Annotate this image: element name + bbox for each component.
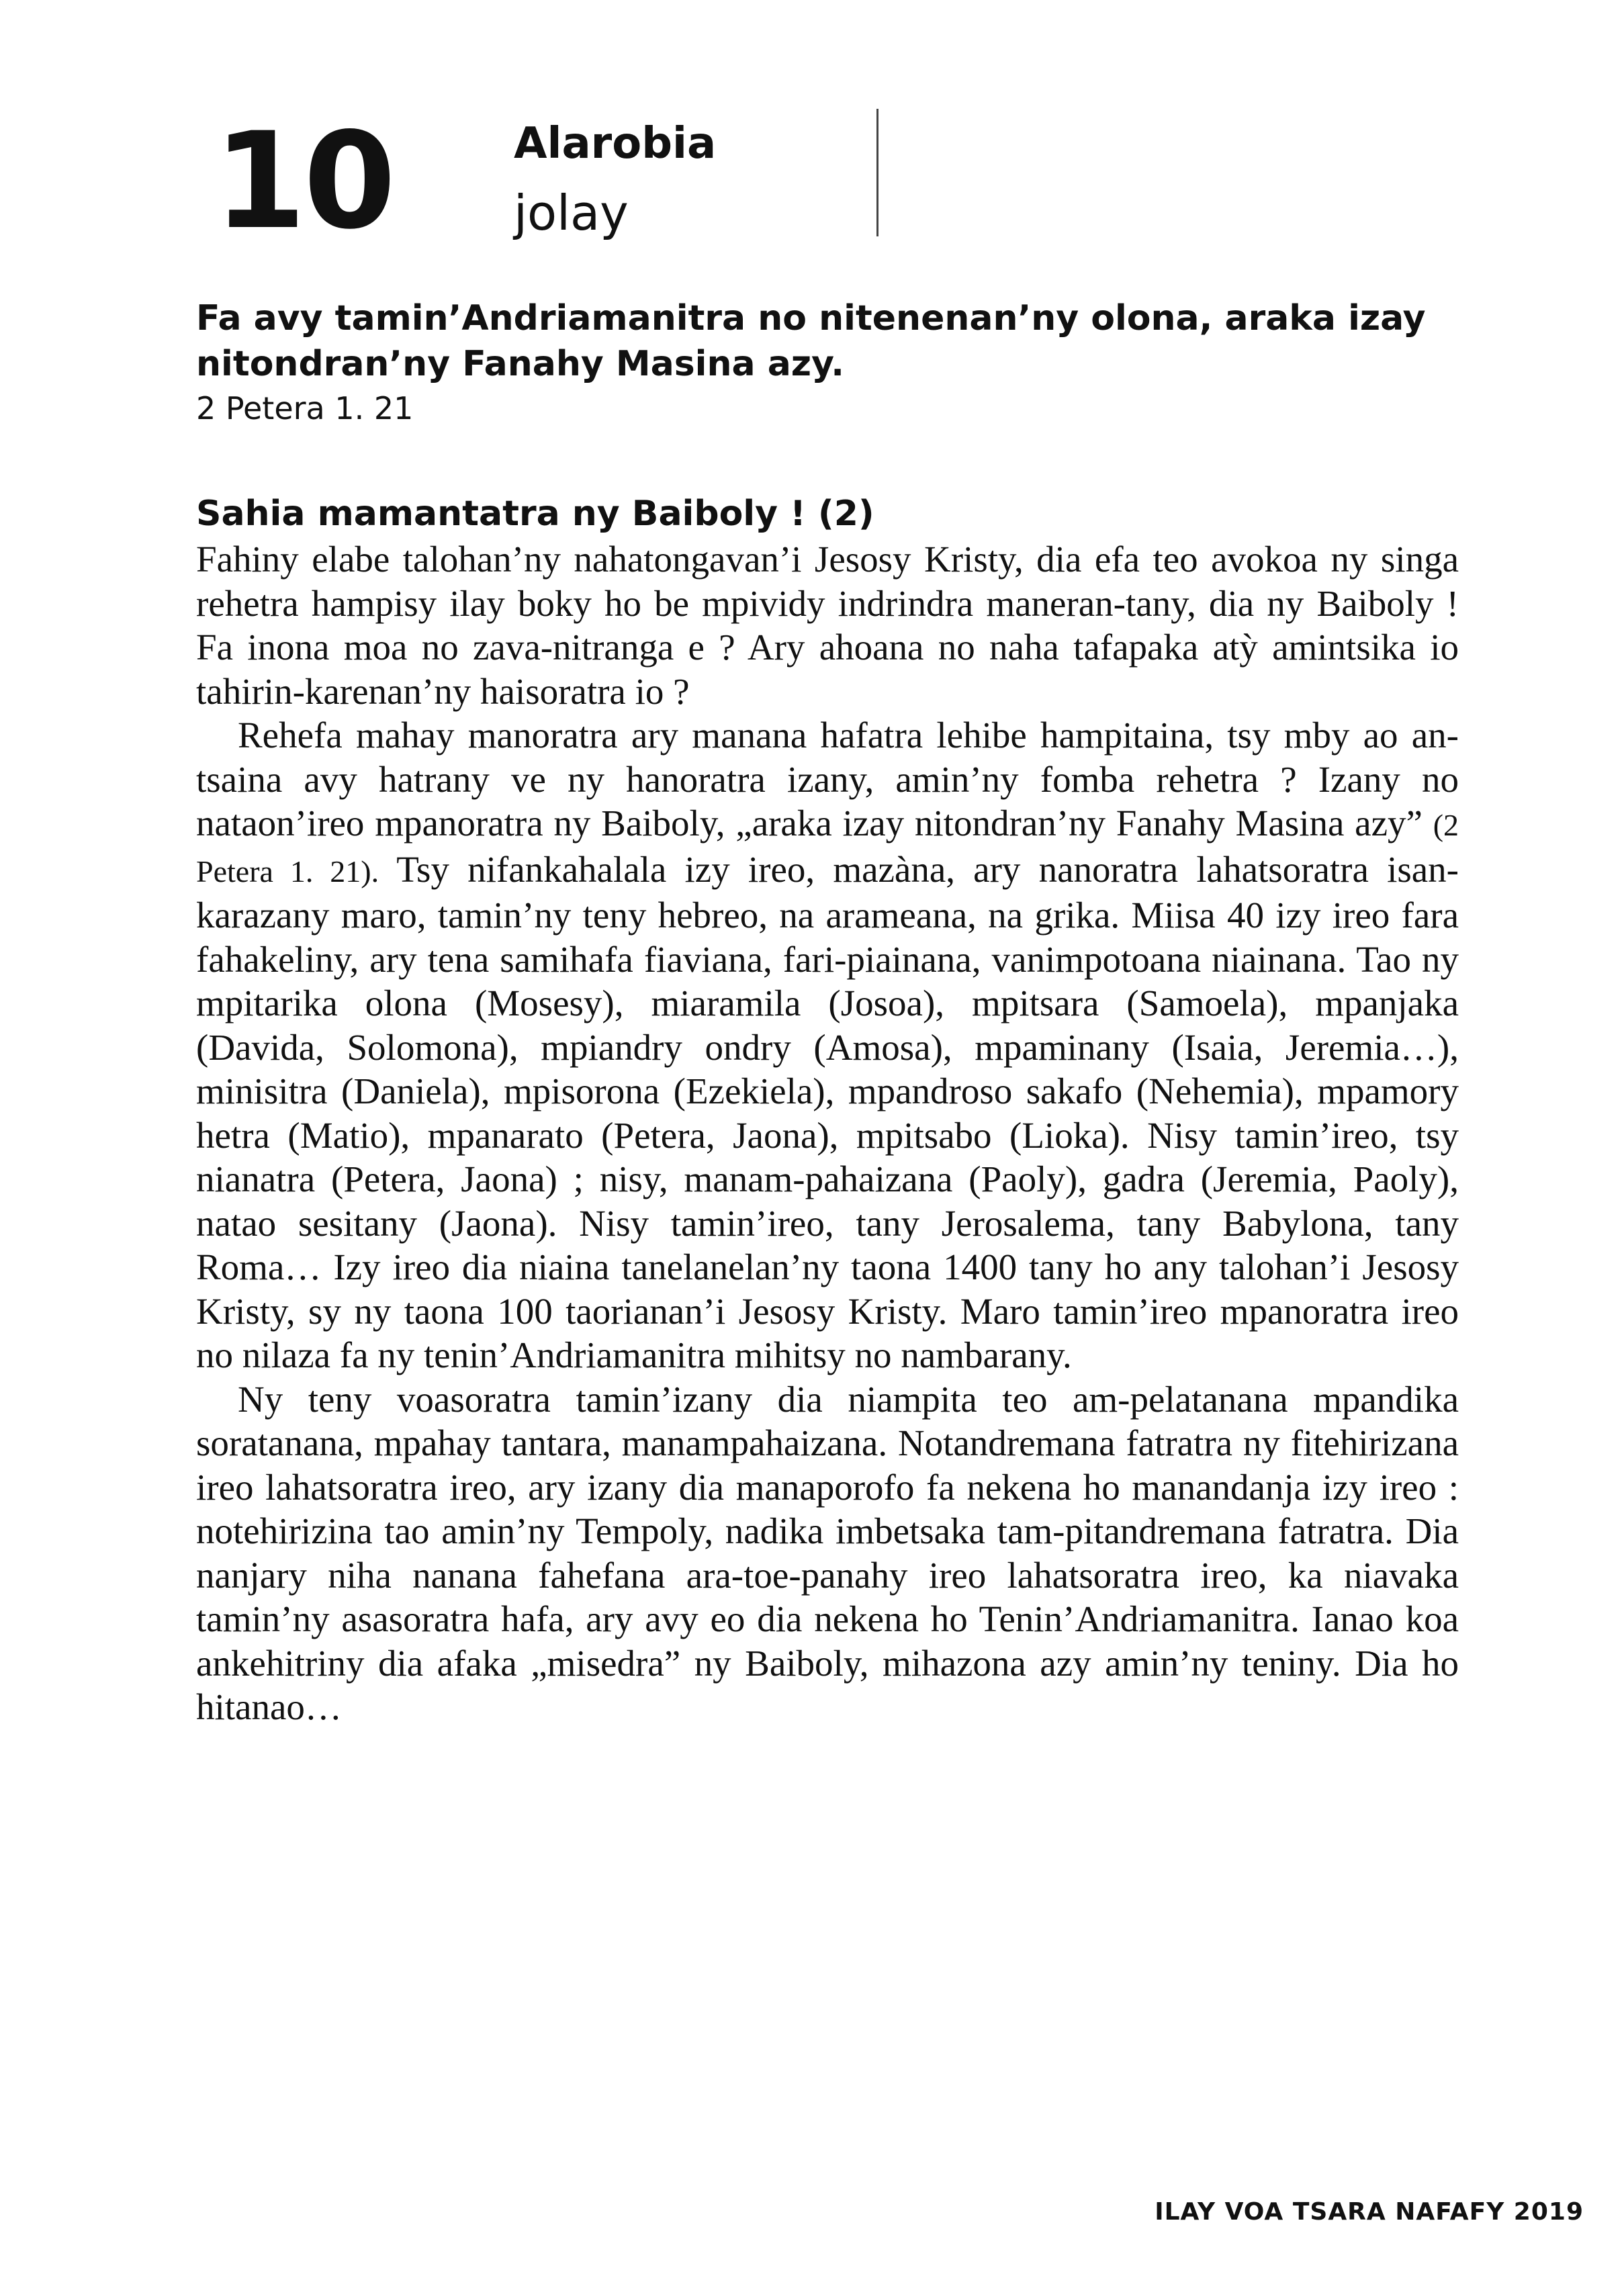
day-number: 10 (214, 103, 394, 259)
header-divider (876, 109, 878, 236)
verse-reference: 2 Petera 1. 21 (196, 390, 414, 426)
paragraph-2-text-start: Rehefa mahay manoratra ary manana hafatra lehibe hampitaina, tsy mby ao an-tsaina avy hatrany ve ny hanoratra izany, amin’ny fomba rehetra ? Izany no nataon’ireo mpanoratra ny Baiboly, „araka izay nitondran’ny Fanahy Masina azy” (196, 715, 1459, 844)
article-paragraph-1: Fahiny elabe talohan’ny nahatongavan’i Jesosy Kristy, dia efa teo avokoa ny singa rehetra hampisy ilay boky ho be mpividy indrindra maneran-tany, dia ny Baiboly ! Fa inona moa no zava-nitranga e ? Ary ahoana no naha tafapaka atỳ amintsika io tahirin-karenan’ny haisoratra io ? (196, 539, 1459, 712)
article (196, 490, 1459, 1729)
paragraph-2-reference: (2 Petera 1. 21). (196, 808, 1459, 889)
article-title: Sahia mamantatra ny Baiboly ! (2) (196, 494, 874, 534)
article-paragraph-2 (196, 713, 1459, 1377)
verse-text: Fa avy tamin’Andriamanitra no nitenenan’ny olona, araka izay nitondran’ny Fanahy Masina azy. (196, 298, 1426, 384)
weekday-label: Alarobia (514, 119, 717, 169)
date-header (214, 103, 885, 259)
daily-verse (196, 295, 1472, 428)
month-label: jolay (514, 185, 629, 241)
paragraph-2-text-end: Tsy nifankahalala izy ireo, mazàna, ary nanoratra lahatsoratra isan-karazany maro, tamin’ny teny hebreo, na arameana, na grika. Miisa 40 izy ireo fara fahakeliny, ary tena samihafa fiaviana, fari-piainana, vanimpotoana niainana. Tao ny mpitarika olona (Mosesy), miaramila (Josoa), mpitsara (Samoela), mpanjaka (Davida, Solomona), mpiandry ondry (Amosa), mpaminany (Isaia, Jeremia…), minisitra (Daniela), mpisorona (Ezekiela), mpandroso sakafo (Nehemia), mpamory hetra (Matio), mpanarato (Petera, Jaona), mpitsabo (Lioka). Nisy tamin’ireo, tsy nianatra (Petera, Jaona) ; nisy, manam-pahaizana (Paoly), gadra (Jeremia, Paoly), natao sesitany (Jaona). Nisy tamin’ireo, tany Jerosalema, tany Babylona, tany Roma… Izy ireo dia niaina tanelanelan’ny taona 1400 tany ho any talohan’i Jesosy Kristy, sy ny taona 100 taorianan’i Jesosy Kristy. Maro tamin’ireo mpanoratra ireo no nilaza fa ny tenin’Andriamanitra mihitsy no nambarany. (196, 848, 1459, 1375)
publication-footer: ILAY VOA TSARA NAFAFY 2019 (1155, 2198, 1584, 2226)
article-paragraph-3: Ny teny voasoratra tamin’izany dia niampita teo am-pelatanana mpandika soratanana, mpahay tantara, manampahaizana. Notandremana fatratra ny fitehirizana ireo lahatsoratra ireo, ary izany dia manaporofo fa nekena ho manandanja izy ireo : notehirizina tao amin’ny Tempoly, nadika imbetsaka tam-pitandremana fatratra. Dia nanjary niha nanana fahefana ara-toe-panahy ireo lahatsoratra ireo, ka niavaka tamin’ny asasoratra hafa, ary avy eo dia nekena ho Tenin’Andriamanitra. Ianao koa ankehitriny dia afaka „misedra” ny Baiboly, mihazona azy amin’ny teniny. Dia ho hitanao… (196, 1378, 1459, 1727)
